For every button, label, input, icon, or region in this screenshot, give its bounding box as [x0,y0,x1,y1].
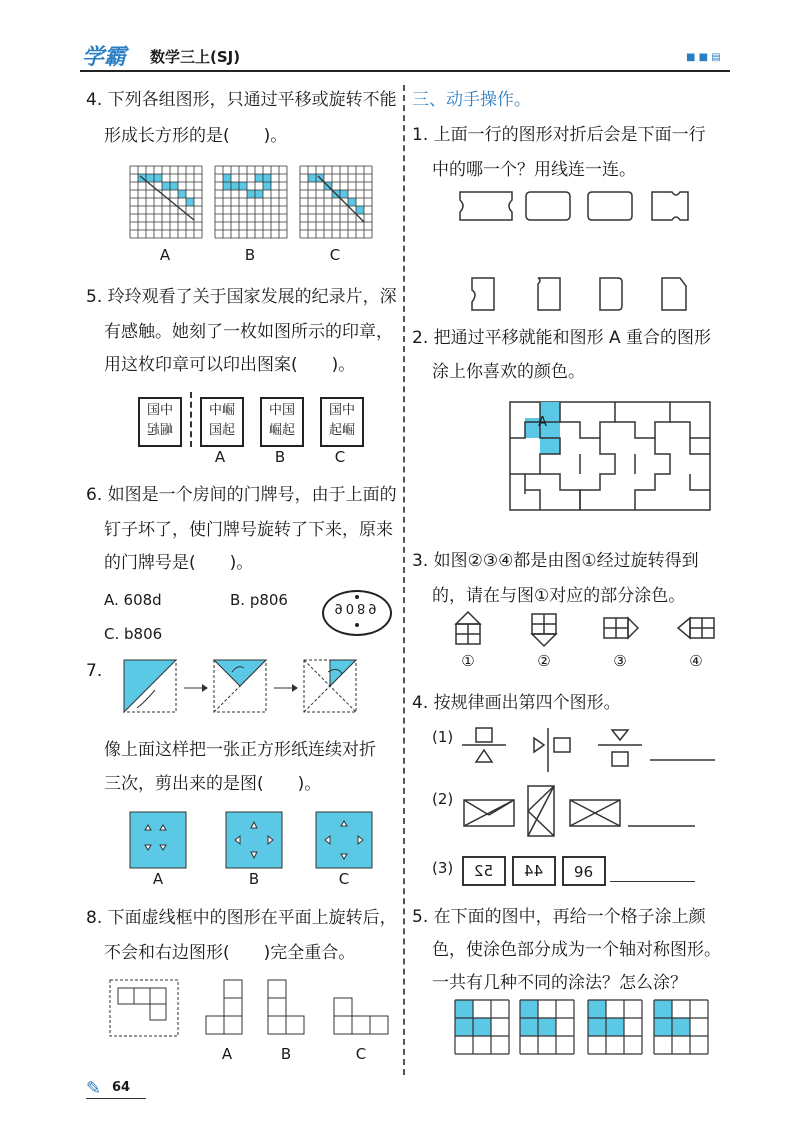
stamp-original-top: 国中 [146,403,173,418]
door-plate-number: 9089 [334,600,380,615]
corner-marks: ■ ■ ▤ [686,52,721,63]
stamp-original-bottom: 崛起 [147,423,174,438]
q8-label-a: A [221,1045,233,1063]
q7-label-c: C [338,870,350,888]
q5-label-a: A [214,448,226,466]
r3-label-1: ① [461,652,475,670]
q8-line2: 不会和右边图形( )完全重合。 [104,943,356,963]
r5-grid-4 [654,1000,708,1054]
r5-grid-1 [455,1000,509,1054]
r5-shaded-cell [654,1000,672,1018]
r5-line3: 一共有几种不同的涂法？怎么涂？ [432,973,687,993]
q5-line3: 用这枚印章可以印出图案( )。 [104,355,356,375]
page-number: 64 [112,1080,131,1095]
q8-label-c: C [355,1045,367,1063]
r5-shaded-cell [588,1000,606,1018]
r5-shaded-cell [672,1018,690,1036]
r4-row3-label: (3) [432,859,454,877]
stamp-b-bottom: 崛起 [268,423,295,438]
r4-box-1-text: 52 [474,862,494,880]
r3-line2: 的，请在与图①对应的部分涂色。 [432,586,686,606]
q8-label-b: B [280,1045,292,1063]
stamp-b-top: 中国 [268,403,295,418]
q4-label-c: C [329,246,341,264]
pencil-icon: ✎ [86,1078,102,1099]
q5-line1: 5. 玲玲观看了关于国家发展的纪录片，深 [86,287,397,307]
q7-line1: 像上面这样把一张正方形纸连续对折 [104,740,376,760]
r5-shaded-cell [606,1018,624,1036]
stamp-c-top: 国中 [328,403,355,418]
q6-option-b: B. p806 [230,591,288,609]
r5-line1: 5. 在下面的图中，再给一个格子涂上颜 [412,907,706,927]
r2-shape-a-label: A [538,415,547,430]
r3-label-2: ② [537,652,551,670]
q5-line2: 有感触。她刻了一枚如图所示的印章， [104,322,393,342]
q4-line1: 4. 下列各组图形，只通过平移或旋转不能 [86,90,397,110]
r3-label-4: ④ [689,652,703,670]
r4-row1-label: (1) [432,728,454,746]
r5-shaded-cell [455,1018,473,1036]
r5-shaded-cell [520,1018,538,1036]
r1-line1: 1. 上面一行的图形对折后会是下面一行 [412,125,706,145]
q6-option-c: C. b806 [104,625,163,643]
r5-shaded-cell [538,1018,556,1036]
r4-line1: 4. 按规律画出第四个图形。 [412,693,621,713]
r3-line1: 3. 如图②③④都是由图①经过旋转得到 [412,551,699,571]
q4-label-a: A [159,246,171,264]
r5-shaded-cell [588,1018,606,1036]
r4-box-2-text: 44 [524,862,544,880]
brand-logo: 学霸 [82,45,127,70]
footer-rule [86,1098,146,1099]
r5-shaded-cell [473,1018,491,1036]
q8-line1: 8. 下面虚线框中的图形在平面上旋转后， [86,908,397,928]
q5-label-c: C [334,448,346,466]
q7-number: 7. [86,661,103,681]
stamp-a-bottom: 国起 [208,423,235,438]
r4-box-3-text: 96 [574,862,594,880]
r4-row2-label: (2) [432,790,454,808]
r5-line2: 色，使涂色部分成为一个轴对称图形。 [432,940,721,960]
q4-label-b: B [244,246,256,264]
q6-line3: 的门牌号是( )。 [104,553,254,573]
r5-shaded-cell [654,1018,672,1036]
q6-line1: 6. 如图是一个房间的门牌号，由于上面的 [86,485,397,505]
q4-line2: 形成长方形的是( )。 [104,126,288,146]
r5-grid-2 [520,1000,574,1054]
stamp-c-bottom: 起崛 [328,423,355,438]
r3-label-3: ③ [613,652,627,670]
r2-line2: 涂上你喜欢的颜色。 [432,362,585,382]
stamp-a-top: 中崛 [208,403,235,418]
q6-option-a: A. 608d [104,591,162,609]
r1-line2: 中的哪一个？用线连一连。 [432,160,636,180]
q5-label-b: B [274,448,286,466]
r5-shaded-cell [520,1000,538,1018]
r5-grid-3 [588,1000,642,1054]
q6-line2: 钉子坏了，使门牌号旋转了下来，原来 [104,520,393,540]
q7-line2: 三次，剪出来的是图( )。 [104,774,322,794]
q7-label-a: A [152,870,164,888]
r2-line1: 2. 把通过平移就能和图形 A 重合的图形 [412,328,712,348]
r5-shaded-cell [455,1000,473,1018]
q7-label-b: B [248,870,260,888]
section-title: 三、动手操作。 [412,90,531,110]
book-title: 数学三上(SJ) [150,48,241,66]
